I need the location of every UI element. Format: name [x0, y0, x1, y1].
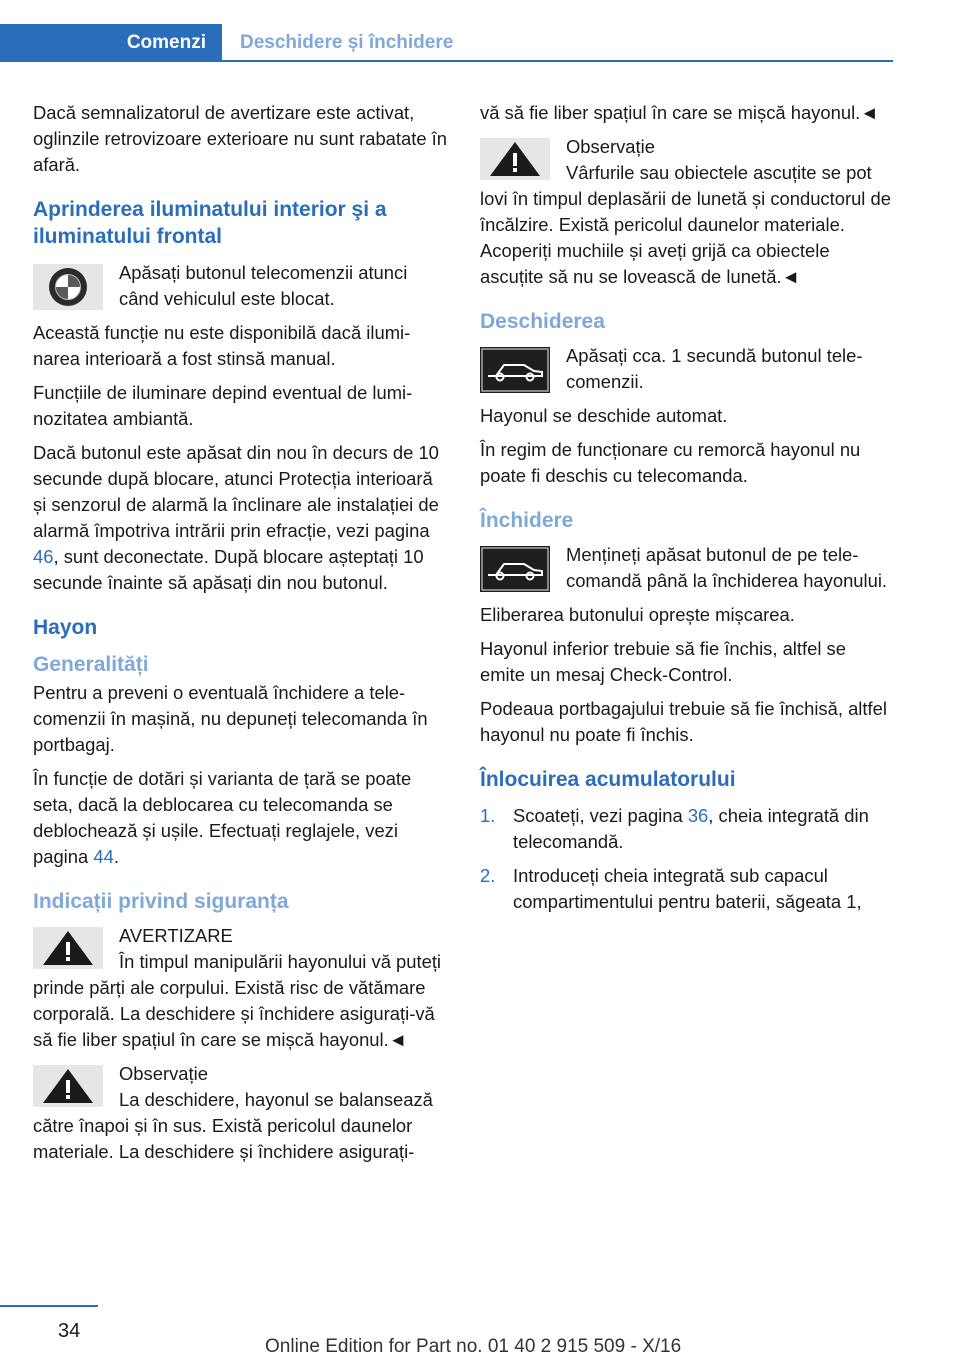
prevent-paragraph: Pentru a preveni o eventuală închidere a telecomenzii în mașină, nu depuneți telecomanda în portbagaj.	[33, 682, 428, 755]
close-icon-block	[480, 542, 893, 594]
page-header	[0, 0, 960, 62]
note-title: Observație	[119, 1063, 208, 1084]
note-title: Observație	[566, 136, 655, 157]
page-link-36[interactable]: 36	[687, 805, 709, 826]
warning-text: În timpul manipulării hayonului vă puteți prinde părți ale corpului. Există risc de vătămare corporală. La deschidere și închidere asigurați-vă să fie liber spațiul în care se mișcă hayonul.◄	[33, 951, 442, 1050]
note-text: La deschidere, hayonul se balansează către înapoi și în sus. Există pericolul daunelor materiale. La deschidere și închidere asigurați-	[33, 1089, 433, 1162]
heading-hayon: Hayon	[33, 616, 98, 639]
car-tailgate-icon	[480, 546, 550, 592]
footer-rule	[0, 1305, 98, 1307]
heading-safety: Indicații privind siguranța	[33, 890, 289, 913]
left-column	[33, 100, 448, 1173]
intro-paragraph: Dacă semnalizatorul de avertizare este activat, oglinzile retrovizoare exterioare nu sunt rabatate în afară.	[33, 102, 448, 175]
step-number: 1.	[480, 805, 496, 826]
warning-triangle-icon	[33, 927, 103, 969]
heading-inchidere: Închidere	[480, 509, 574, 532]
tab-comenzi[interactable]: Comenzi	[0, 24, 222, 62]
continued-paragraph: vă să fie liber spațiul în care se mișcă hayonul.◄	[480, 102, 879, 123]
heading-generalitati: Generalități	[33, 653, 149, 676]
right-column	[480, 100, 893, 923]
remote-icon-block	[33, 260, 448, 312]
heading-battery-replacement: Înlocuirea acumulatorului	[480, 768, 736, 791]
heading-interior-lighting: Aprinderea iluminatului interior şi a iluminatului frontal	[33, 198, 387, 248]
list-item: 1. Scoateți, vezi pagina 36, cheia integrată din telecomandă.	[480, 805, 869, 852]
open-icon-text: Apăsați cca. 1 secundă butonul telecomenzii.	[566, 345, 863, 392]
heading-deschiderea: Deschiderea	[480, 310, 605, 333]
release-paragraph: Eliberarea butonului oprește mișcarea.	[480, 604, 795, 625]
note-text: Vârfurile sau obiectele ascuțite se pot lovi în timpul deplasării de lunetă și conductorul de încălzire. Există pericolul daunelor materiale. Acoperiți muchiile și aveți grijă ca obiectele ascuțite să nu se lovească de lunetă.◄	[480, 162, 891, 287]
warning-block	[33, 923, 448, 1053]
protection-paragraph: Dacă butonul este apăsat din nou în decurs de 10 secunde după blocare, atunci Protecția interioară și senzorul de alarmă la înclinare ale instalației de alarmă împotriva intrării prin efracție, vezi pagina 46, sunt deconectate. După blocare așteptați 10 secunde înainte să apăsați din nou butonul.	[33, 442, 439, 593]
lighting-paragraph: Funcțiile de iluminare depind eventual de luminozitatea ambiantă.	[33, 382, 413, 429]
list-item: 2. Introduceți cheia integrată sub capacul compartimentului pentru baterii, săgeata 1,	[480, 865, 862, 912]
bmw-logo-icon	[33, 264, 103, 310]
page-number: 34	[58, 1320, 81, 1342]
note-block-1	[33, 1061, 448, 1165]
warning-triangle-icon	[480, 138, 550, 180]
page-link-46[interactable]: 46	[33, 546, 54, 567]
car-tailgate-icon	[480, 347, 550, 393]
warning-title: AVERTIZARE	[119, 925, 233, 946]
tab-deschidere-si-inchidere[interactable]: Deschidere și închidere	[240, 32, 454, 53]
trailer-paragraph: În regim de funcționare cu remorcă hayonul nu poate fi deschis cu telecomanda.	[480, 439, 861, 486]
auto-open-paragraph: Hayonul se deschide automat.	[480, 405, 728, 426]
close-icon-text: Mențineți apăsat butonul de pe telecomandă până la închiderea hayonului.	[566, 544, 888, 591]
edition-footer: Online Edition for Part no. 01 40 2 915 509 - X/16	[265, 1336, 682, 1357]
note-block-2	[480, 134, 893, 290]
warning-triangle-icon	[33, 1065, 103, 1107]
equipment-paragraph: În funcție de dotări și varianta de țară se poate seta, dacă la deblocarea cu telecomanda se deblochează și ușile. Efectuați reglajele, vezi pagina 44.	[33, 768, 412, 867]
page-link-44[interactable]: 44	[93, 846, 114, 867]
remote-icon-text: Apăsați butonul telecomenzii atunci când vehiculul este blocat.	[119, 262, 408, 309]
step-number: 2.	[480, 865, 496, 886]
header-rule	[0, 60, 893, 62]
battery-steps	[480, 803, 893, 915]
function-paragraph: Această funcție nu este disponibilă dacă iluminarea interioară a fost stinsă manual.	[33, 322, 411, 369]
lower-tailgate-paragraph: Hayonul inferior trebuie să fie închis, altfel se emite un mesaj Check-Control.	[480, 638, 846, 685]
open-icon-block	[480, 343, 893, 395]
floor-paragraph: Podeaua portbagajului trebuie să fie închisă, altfel hayonul nu poate fi închis.	[480, 698, 887, 745]
